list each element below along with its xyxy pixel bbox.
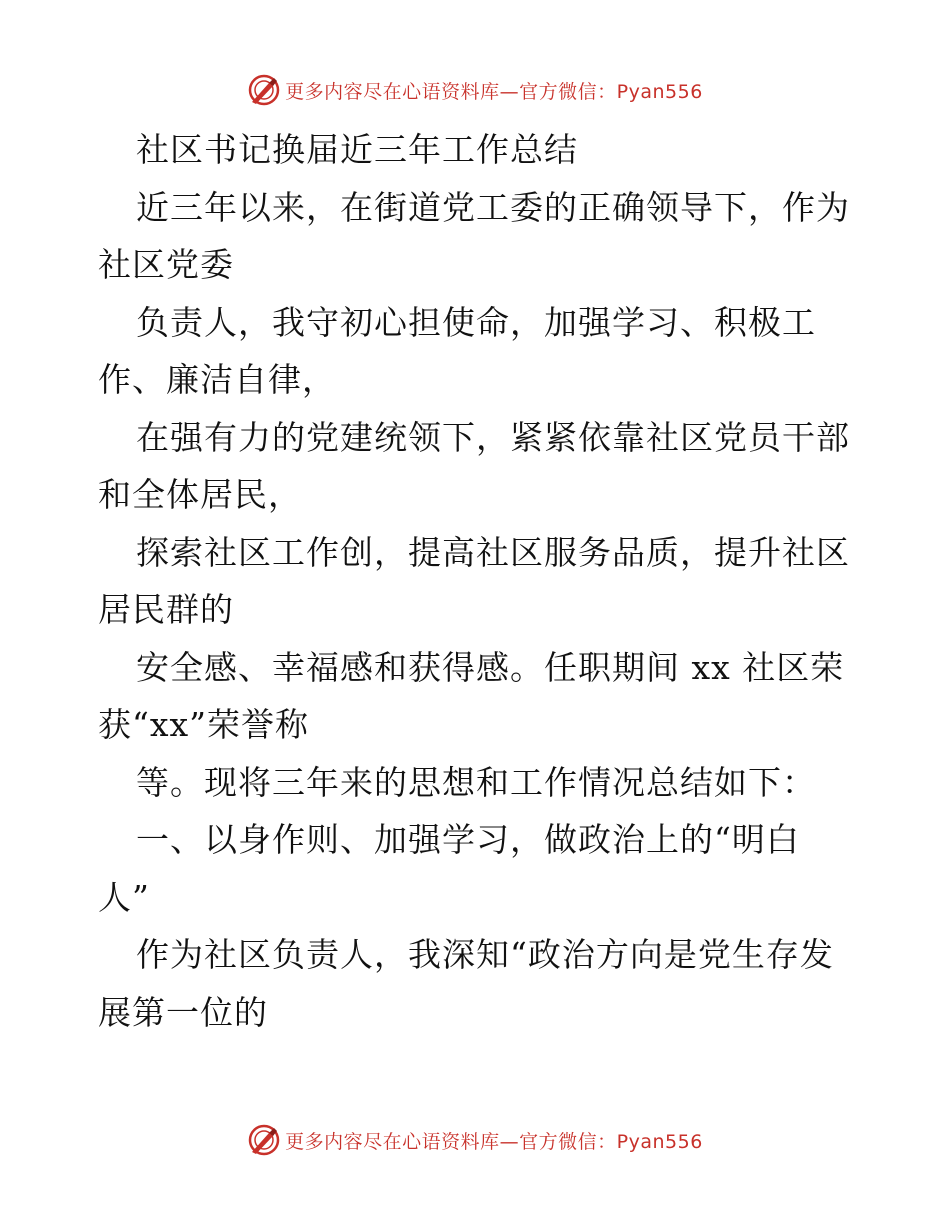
paragraph-line: 社区党委 [98,245,234,284]
watermark-text-top: 更多内容尽在心语资料库—官方微信：Pyan556 [285,80,703,103]
paragraph-line: 等。现将三年来的思想和工作情况总结如下： [136,762,816,802]
section-heading-line: 一、以身作则、加强学习，做政治上的“明白 [136,820,800,859]
document-title: 社区书记换届近三年工作总结 [136,130,578,169]
paragraph-line: 探索社区工作创，提高社区服务品质，提升社区 [136,532,850,572]
paragraph-line: 近三年以来，在街道党工委的正确领导下，作为 [136,187,850,227]
paragraph-line: 居民群的 [98,590,234,629]
watermark-text-bottom: 更多内容尽在心语资料库—官方微信：Pyan556 [285,1130,703,1153]
paragraph-line: 负责人，我守初心担使命，加强学习、积极工 [136,302,816,342]
pen-logo-icon [247,73,281,107]
paragraph-line: 在强有力的党建统领下，紧紧依靠社区党员干部 [136,417,850,457]
pen-logo-icon [247,1123,281,1157]
paragraph-line: 展第一位的 [98,992,268,1032]
section-heading-line: 人” [98,877,150,917]
paragraph-line: 获“xx”荣誉称 [98,705,309,744]
paragraph-line: 作为社区负责人，我深知“政治方向是党生存发 [136,935,834,974]
document-body [98,121,858,1041]
watermark-banner-bottom [0,1120,950,1160]
paragraph-line: 安全感、幸福感和获得感。任职期间 xx 社区荣 [136,647,845,687]
paragraph-line: 和全体居民， [98,475,302,514]
paragraph-line: 作、廉洁自律， [98,360,336,399]
watermark-banner-top [0,70,950,110]
